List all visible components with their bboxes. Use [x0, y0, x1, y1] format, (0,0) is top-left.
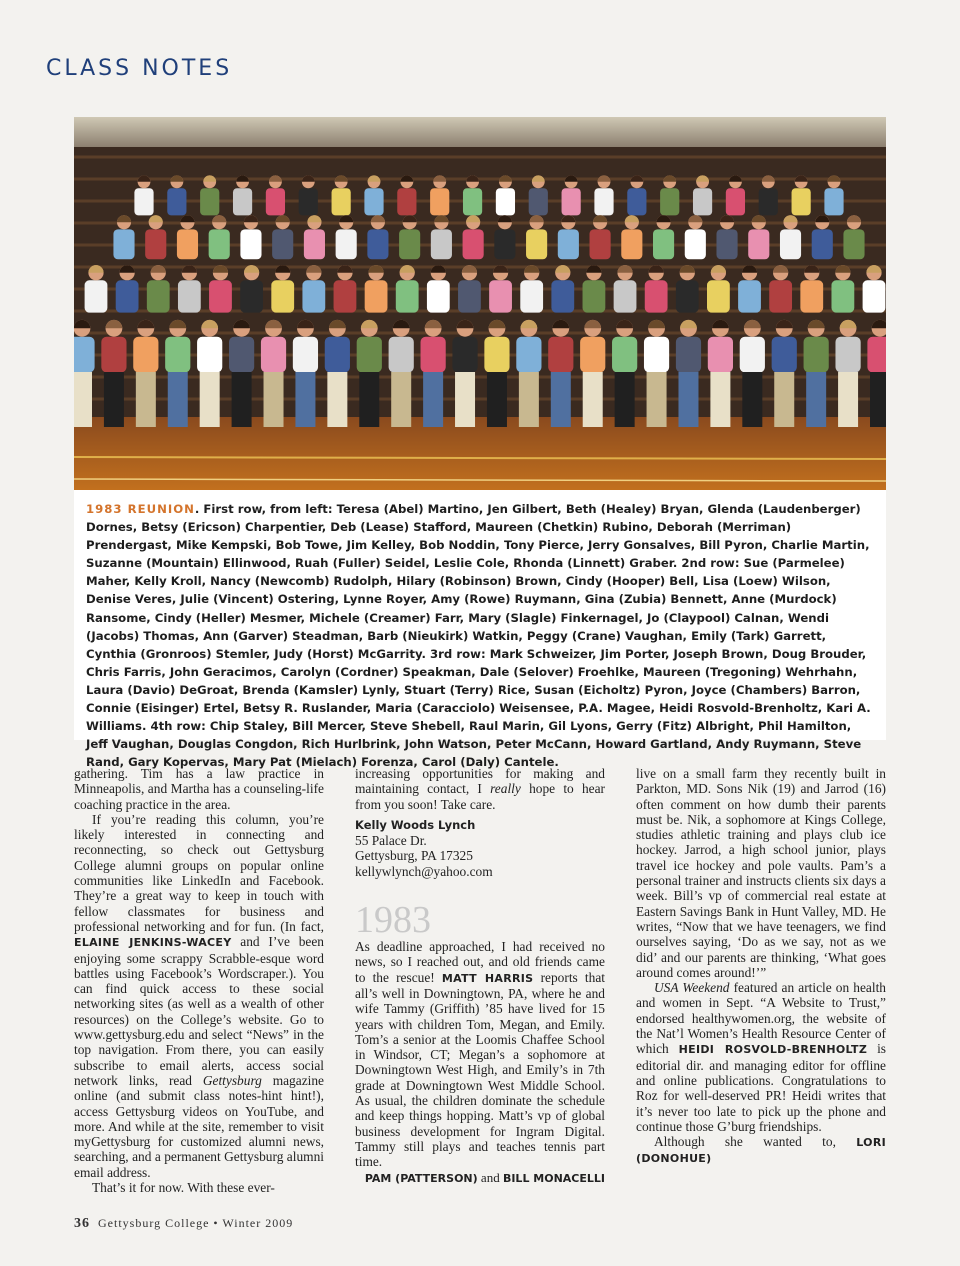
person-legs — [327, 372, 347, 427]
person-figure — [645, 280, 668, 312]
person-figure — [421, 337, 446, 373]
person-figure — [200, 188, 219, 215]
person-figure — [332, 188, 351, 215]
person-legs — [710, 372, 730, 427]
person-figure — [399, 229, 420, 259]
person-figure — [496, 188, 515, 215]
person-figure — [113, 229, 134, 259]
person-figure — [843, 229, 864, 259]
person-figure — [463, 188, 482, 215]
person-figure — [145, 229, 166, 259]
person-figure — [548, 337, 573, 373]
person-figure — [867, 337, 886, 373]
caption-tag: 1983 REUNION — [86, 502, 195, 516]
person-figure — [772, 337, 797, 373]
person-figure — [177, 229, 198, 259]
person-figure — [831, 280, 854, 312]
person-legs — [74, 372, 92, 427]
person-figure — [133, 337, 158, 373]
person-legs — [232, 372, 252, 427]
person-figure — [653, 229, 674, 259]
alumni-name: ELAINE JENKINS-WACEY — [74, 936, 232, 950]
alumni-name: LORI (DONOHUE) — [636, 1136, 886, 1166]
person-legs — [200, 372, 220, 427]
person-figure — [489, 280, 512, 312]
person-figure — [660, 188, 679, 215]
alumni-name: MATT HARRIS — [441, 971, 534, 985]
caption-text: . First row, from left: Teresa (Abel) Martino, Jen Gilbert, Beth (Healey) Bryan, Glenda (Laudenberger) Dornes, Betsy (Ericson) Charpentier, Deb (Lease) Stafford, Maureen (Chetkin) Rubino, Deborah (Merriman) Prendergast, Mike Kempski, Bob Towe, Jim Kelley, Bob Noddin, Tony Pierce, Jerry Gonsalves, Bill Pyron, Charlie Martin, Suzanne (Mountain) Ellinwood, Ruah (Fuller) Seidel, Leslie Cole, Rhonda (Linnett) Graber. 2nd row: Sue (Parmelee) Maher, Kelly Kroll, Nancy (Newcomb) Rudolph, Hilary (Robinson) Brown, Cindy (Hooper) Bell, Lisa (Loew) Wilson, Denise Veres, Julie (Vincent) Ostering, Lynne Royer, Amy (Rowe) Ruymann, Gina (Zubia) Bennett, Anne (Murdock) Ransome, Cindy (Heller) Mesmer, Michele (Creamer) Farr, Mary (Slagle) Finkernagel, Jo (Claypool) Calnan, Wendi (Jacobs) Thomas, Ann (Garver) Steadman, Barb (Nieukirk) Watkin, Peggy (Crane) Vaughan, Emily (Tark) Garrett, Cynthia (Gronroos) Stemler, Judy (Horst) McGarrity. 3rd row: Mark Schweizer, Jim Porter, Joseph Brown, Doug Brouder, Chris Farris, John Geracimos, Carolyn (Cordner) Speakman, Dale (Selover) Froehlke, Maureen (Tregoning) Wehrhahn, Laura (Davio) DeGroat, Brenda (Kamsler) Lynly, Stuart (Terry) Rice, Susan (Eicholtz) Pyron, Joyce (Chambers) Barron, Connie (Eisinger) Ertel, Betsy R. Ruslander, Maria (Caracciolo) Weisensee, P.A. Magee, Heidi Rosvold-Brenholtz, Kari A. Williams. 4th row: Chip Staley, Bill Mercer, Steve Shebell, Raul Marin, Gil Lyons, Gerry (Fitz) Albright, Phil Hamilton, Jeff Vaughan, Douglas Congdon, Rich Hurlbrink, John Watson, Peter McCann, Howard Gartland, Andy Ruymann, Steve Rand, Gary Kopervas, Mary Pat (Mielach) Forenza, Carol (Daly) Cantele. — [86, 502, 871, 770]
person-figure — [526, 229, 547, 259]
person-legs — [647, 372, 667, 427]
person-legs — [615, 372, 635, 427]
person-figure — [325, 337, 350, 373]
column-1 — [74, 766, 324, 1195]
photo-caption — [74, 490, 886, 770]
person-figure — [614, 280, 637, 312]
person-figure — [748, 229, 769, 259]
person-figure — [240, 229, 261, 259]
person-figure — [792, 188, 811, 215]
person-figure — [209, 280, 232, 312]
email-address: kellywlynch@yahoo.com — [355, 863, 493, 879]
person-figure — [430, 188, 449, 215]
person-legs — [519, 372, 539, 427]
person-figure — [431, 229, 452, 259]
person-figure — [738, 280, 761, 312]
person-figure — [716, 229, 737, 259]
person-legs — [583, 372, 603, 427]
person-figure — [759, 188, 778, 215]
person-figure — [272, 229, 293, 259]
paragraph: increasing opportunities for making and maintaining contact, I really hope to hear from you soon! Take care. — [355, 766, 605, 812]
person-figure — [427, 280, 450, 312]
reunion-photo — [74, 117, 886, 490]
page-footer — [74, 1216, 293, 1232]
person-figure — [147, 280, 170, 312]
person-figure — [367, 229, 388, 259]
paragraph: Although she wanted to, LORI (DONOHUE) — [636, 1134, 886, 1166]
person-figure — [580, 337, 605, 373]
person-figure — [304, 229, 325, 259]
correspondent-name: Kelly Woods Lynch — [355, 817, 476, 832]
address-line: 55 Palace Dr. — [355, 833, 427, 849]
person-figure — [612, 337, 637, 373]
paragraph: That’s it for now. With these ever- — [92, 1180, 275, 1196]
person-legs — [391, 372, 411, 427]
address-line: Gettysburg, PA 17325 — [355, 848, 473, 864]
person-figure — [708, 337, 733, 373]
alumni-name: HEIDI ROSVOLD-BRENHOLTZ — [678, 1043, 868, 1057]
paragraph: USA Weekend featured an article on health and women in Sept. “A Website to Trust,” endorsed healthywomen.org, the website of the Nat’l Women’s Health Resource Center of which HEIDI ROSVOLD-BRENHOLTZ is editorial dir. and managing editor for offline and online publications. Congratulations to Roz for well-deserved PR! Heidi writes that it’s never too late to pick up the phone and continue those G’burg friendships. — [636, 980, 887, 1134]
person-figure — [594, 188, 613, 215]
person-figure — [583, 280, 606, 312]
person-figure — [178, 280, 201, 312]
paragraph: gathering. Tim has a law practice in Minneapolis, and Martha has a counseling-life coaching practice in the area. — [74, 766, 324, 812]
person-figure — [266, 188, 285, 215]
class-year-heading: 1983 — [355, 899, 431, 942]
person-figure — [693, 188, 712, 215]
person-legs — [423, 372, 443, 427]
person-figure — [357, 337, 382, 373]
person-figure — [396, 280, 419, 312]
person-figure — [627, 188, 646, 215]
person-figure — [165, 337, 190, 373]
person-figure — [271, 280, 294, 312]
paragraph: live on a small farm they recently built in Parkton, MD. Sons Nik (19) and Jarrod (16) often comment on how dumb their parents must be. Nik, a sophomore at Kings College, studies athletic training and plays club ice hockey. Jarrod, a high school junior, plays travel ice hockey and pole vaults. Pam’s a personal trainer and instructs clients six days a week. Bill’s vp of commercial real estate at Eastern Savings Bank in Hunt Valley, MD. He writes, “Now that we have teenagers, we find ourselves saying, ‘Do as we say, not as we did’ and our parents are thinking, ‘What goes around comes around!’” — [636, 766, 886, 980]
publication-name: Gettysburg College • Winter 2009 — [98, 1216, 294, 1230]
person-figure — [134, 188, 153, 215]
person-figure — [590, 229, 611, 259]
person-figure — [812, 229, 833, 259]
person-figure — [209, 229, 230, 259]
person-legs — [104, 372, 124, 427]
person-legs — [168, 372, 188, 427]
person-figure — [336, 229, 357, 259]
person-legs — [870, 372, 886, 427]
section-title: CLASS NOTES — [46, 56, 233, 81]
person-figure — [676, 280, 699, 312]
person-legs — [838, 372, 858, 427]
person-figure — [463, 229, 484, 259]
person-figure — [229, 337, 254, 373]
person-figure — [197, 337, 222, 373]
person-figure — [804, 337, 829, 373]
person-legs — [455, 372, 475, 427]
person-figure — [334, 280, 357, 312]
person-figure — [558, 229, 579, 259]
person-figure — [240, 280, 263, 312]
person-figure — [780, 229, 801, 259]
column-2 — [355, 766, 605, 1186]
person-figure — [562, 188, 581, 215]
person-figure — [769, 280, 792, 312]
person-figure — [863, 280, 886, 312]
person-figure — [116, 280, 139, 312]
person-figure — [74, 337, 95, 373]
person-figure — [293, 337, 318, 373]
person-legs — [359, 372, 379, 427]
person-figure — [551, 280, 574, 312]
person-figure — [397, 188, 416, 215]
person-figure — [621, 229, 642, 259]
paragraph: As deadline approached, I had received no news, so I reached out, and old friends came to the rescue! MATT HARRIS reports that all’s well in Downingtown, PA, where he and wife Tammy (Griffith) ’85 have lived for 15 years with children Tom, Megan, and Emily. Tom’s a senior at the Loomis Chaffee School in Windsor, CT; Megan’s a sophomore at Downingtown West High, and Emily’s in 7th grade at Downingtown West Middle School. As usual, the children dominate the schedule and keep things hopping. Matt’s vp of global business development for Ingram Digital. Tammy still plays and teaches tennis part time. — [355, 939, 605, 1170]
column-3 — [636, 766, 886, 1167]
person-legs — [264, 372, 284, 427]
person-figure — [233, 188, 252, 215]
person-figure — [726, 188, 745, 215]
person-figure — [520, 280, 543, 312]
person-figure — [676, 337, 701, 373]
page-number: 36 — [74, 1216, 90, 1231]
person-figure — [529, 188, 548, 215]
person-figure — [494, 229, 515, 259]
paragraph: If you’re reading this column, you’re likely interested in connecting and reconnecting, so check out Gettysburg College alumni groups on popular online communities like LinkedIn and Facebook. They’re a great way to keep in touch with fellow classmates for business and professional networking and for fun. (In fact, ELAINE JENKINS-WACEY and I’ve been enjoying some scrappy Scrabble-esque word battles using Facebook’s Wordscraper.). You can find quick access to these social networking sites (as well as a wealth of other resources) on the College’s website. Go to www.gettysburg.edu and select “News” in the top navigation. From there, you can easily subscribe to email alerts, access social network links, read Gettysburg magazine online (and submit class notes-hint hint!), access Gettysburg videos on YouTube, and more. And while at the site, remember to visit myGettysburg for customized alumni news, searching, and a permanent Gettysburg alumni email address. — [74, 811, 325, 1180]
person-figure — [365, 280, 388, 312]
correspondent-signature: PAM (PATTERSON) and BILL MONACELLI — [364, 1169, 605, 1185]
person-legs — [295, 372, 315, 427]
person-legs — [742, 372, 762, 427]
person-legs — [551, 372, 571, 427]
person-figure — [389, 337, 414, 373]
person-figure — [484, 337, 509, 373]
person-figure — [85, 280, 108, 312]
person-legs — [774, 372, 794, 427]
person-figure — [644, 337, 669, 373]
person-figure — [302, 280, 325, 312]
person-figure — [261, 337, 286, 373]
person-figure — [685, 229, 706, 259]
person-figure — [101, 337, 126, 373]
person-figure — [707, 280, 730, 312]
person-legs — [487, 372, 507, 427]
person-figure — [299, 188, 318, 215]
person-legs — [136, 372, 156, 427]
person-legs — [678, 372, 698, 427]
person-figure — [364, 188, 383, 215]
person-figure — [167, 188, 186, 215]
person-figure — [835, 337, 860, 373]
person-legs — [806, 372, 826, 427]
person-figure — [740, 337, 765, 373]
person-figure — [516, 337, 541, 373]
person-figure — [824, 188, 843, 215]
person-figure — [458, 280, 481, 312]
person-figure — [452, 337, 477, 373]
person-figure — [800, 280, 823, 312]
